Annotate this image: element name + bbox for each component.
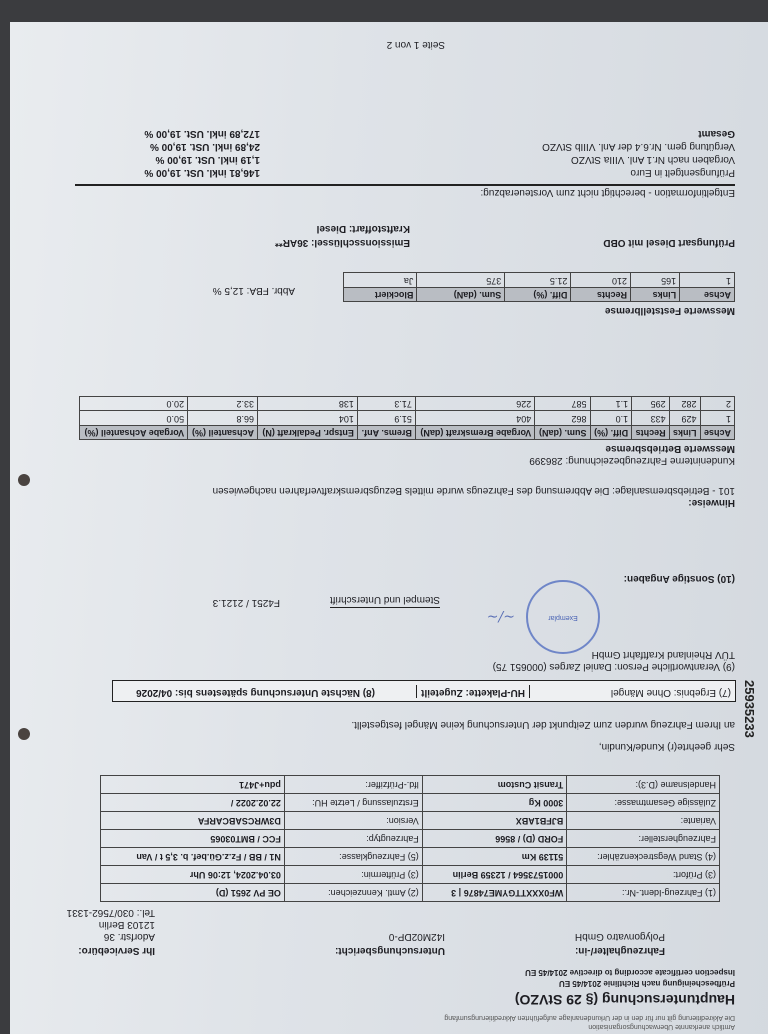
- table-cell: 282: [669, 397, 700, 411]
- form-code: F4251 / 2121.3: [212, 597, 280, 608]
- field-label: Variante:: [567, 812, 720, 830]
- field-value: OE PV 2651 (D): [101, 884, 285, 902]
- billing-info: Entgeltinformation - berechtigt nicht zum Vorsteuerabzug:: [480, 187, 735, 198]
- customer-designation: Kundeninterne Fahrzeugbezeichnung: 286399: [529, 455, 735, 466]
- table-row: [344, 273, 735, 287]
- table-cell: 20.0: [80, 397, 188, 411]
- field-value: pdu+J471: [101, 776, 285, 794]
- inverted-page: [10, 22, 768, 1034]
- service-label: Ihr Servicebüro:: [78, 945, 155, 956]
- table-row: [101, 812, 720, 830]
- field-label: (5) Fahrzeugklasse:: [284, 848, 422, 866]
- field-label: (3) Prüftermin:: [284, 866, 422, 884]
- column-header: Vorgabe Bremskraft (daN): [415, 425, 534, 439]
- field-label: lfd.-Prüfziffer:: [284, 776, 422, 794]
- table-row: [101, 794, 720, 812]
- field-label: (1) Fahrzeug-Ident.-Nr.:: [567, 884, 720, 902]
- table-cell: 295: [632, 397, 670, 411]
- holder-label: Fahrzeughalter/-in:: [574, 945, 665, 956]
- table-cell: 2: [700, 397, 734, 411]
- service-line-2: 12103 Berlin: [98, 919, 155, 930]
- column-header: Achsanteil (%): [188, 425, 258, 439]
- column-header: Sum. (daN): [417, 287, 505, 301]
- billing-label: Prüfungsentgelt in Euro: [630, 167, 735, 178]
- field-value: FORD (D) / 8566: [422, 830, 567, 848]
- table-cell: 71.3: [357, 397, 415, 411]
- table-cell: 1: [700, 411, 734, 425]
- result-bar: [112, 680, 736, 702]
- field-value: FCC / BMT03065: [101, 830, 285, 848]
- field-label: (2) Amtl. Kennzeichen:: [284, 884, 422, 902]
- header-sub-2: Inspection certificate according to directive 2014/45 EU: [525, 968, 735, 977]
- column-header: Diff. (%): [505, 287, 571, 301]
- exemplar-text: Exemplar: [548, 614, 578, 622]
- hinweise-label: Hinweise:: [688, 497, 735, 508]
- page-title: Hauptuntersuchung (§ 29 StVZO): [514, 992, 735, 1008]
- greeting: Sehr geehrte(r) Kunde/Kundin,: [598, 741, 735, 752]
- fuel-type: Kraftstoffart: Diesel: [316, 223, 410, 234]
- table-cell: 51.9: [357, 411, 415, 425]
- column-header: Brems. Anf.: [357, 425, 415, 439]
- other-info-label: (10) Sonstige Angaben:: [623, 573, 735, 584]
- official-stamp: [526, 580, 600, 654]
- column-header: Links: [631, 287, 680, 301]
- field-label: (3) Prüfort:: [567, 866, 720, 884]
- responsible-person: (9) Verantwortliche Person: Daniel Zarges (000651 75): [492, 661, 735, 672]
- column-header: Links: [669, 425, 700, 439]
- report-value: I42M02DP-0: [388, 931, 445, 942]
- field-value: D3WRCSABCARFA: [101, 812, 285, 830]
- billing-amount: 1,19 inkl. USt. 19,00 %: [155, 154, 260, 165]
- table-cell: 1.0: [590, 411, 632, 425]
- field-label: Zulässige Gesamtmasse:: [567, 794, 720, 812]
- table-row: [80, 397, 735, 411]
- holder-value: Polygonvatro GmbH: [574, 931, 665, 942]
- table-row: [101, 866, 720, 884]
- punch-hole-2: [18, 474, 30, 486]
- column-header: Blockiert: [344, 287, 417, 301]
- field-value: 51139 Km: [422, 848, 567, 866]
- table-cell: 66.8: [188, 411, 258, 425]
- document-paper: [10, 22, 768, 1034]
- letter-body: an Ihrem Fahrzeug wurden zum Zeitpunkt der Untersuchung keine Mängel festgestellt.: [351, 719, 735, 730]
- table-cell: 165: [631, 273, 680, 287]
- service-brake-title: Messwerte Betriebsbremse: [605, 443, 735, 454]
- table-cell: 862: [535, 411, 590, 425]
- billing-label: Vergütung gem. Nr.6.4 der Anl. VIIIb StVZO: [542, 141, 735, 152]
- table-row: [101, 776, 720, 794]
- page-number: Seite 1 von 2: [386, 39, 445, 50]
- billing-amount: 172,89 inkl. USt. 19,00 %: [144, 128, 260, 139]
- field-label: Fahrzeugtyp:: [284, 830, 422, 848]
- column-header: Rechts: [632, 425, 670, 439]
- punch-hole-1: [18, 728, 30, 740]
- table-row: [101, 848, 720, 866]
- table-cell: 50.0: [80, 411, 188, 425]
- table-cell: 33.2: [188, 397, 258, 411]
- field-label: Erstzulassung / Letzte HU:: [284, 794, 422, 812]
- field-label: Version:: [284, 812, 422, 830]
- result-text: (7) Ergebnis: Ohne Mängel: [610, 687, 731, 698]
- field-value: Transit Custom: [422, 776, 567, 794]
- side-document-number: 25935233: [742, 680, 757, 738]
- column-header: Achse: [680, 287, 735, 301]
- table-cell: 433: [632, 411, 670, 425]
- billing-amount: 24,89 inkl. USt. 19,00 %: [149, 141, 260, 152]
- table-row: [101, 884, 720, 902]
- emission-key: Emissionsschlüssel: 36AR**: [274, 237, 410, 248]
- test-type: Prüfungsart Diesel mit OBD: [603, 237, 735, 248]
- table-row: [80, 411, 735, 425]
- signature-mark: ~/~: [486, 608, 515, 624]
- table-cell: 21.5: [505, 273, 571, 287]
- field-value: 22.02.2022 /: [101, 794, 285, 812]
- column-header: Diff. (%): [590, 425, 632, 439]
- parking-brake-table: [343, 273, 735, 303]
- table-cell: 226: [415, 397, 534, 411]
- header-sub-1: Prüfbescheinigung nach Richtlinie 2014/45 EU: [558, 979, 735, 988]
- vehicle-table: [100, 775, 720, 902]
- field-value: BJFB1ABX: [422, 812, 567, 830]
- field-value: 0001573564 / 12359 Berlin: [422, 866, 567, 884]
- column-header: Sum. (daN): [535, 425, 590, 439]
- column-header: Achse: [700, 425, 734, 439]
- table-cell: 1.1: [590, 397, 632, 411]
- signature-label: Stempel und Unterschrift: [330, 593, 440, 609]
- column-header: Entspr. Pedalkraft (N): [258, 425, 358, 439]
- column-header: Rechts: [571, 287, 631, 301]
- field-value: N1 / BB / Fz.z.Gü.bef. b. 3,5 t / Van: [101, 848, 285, 866]
- billing-rule: [75, 184, 735, 186]
- header-small-1: Amtlich anerkannte Überwachungsorganisation: [588, 1023, 735, 1030]
- billing-label: Vorgaben nach Nr.1 Anl. VIIIa StVZO: [571, 154, 735, 165]
- service-brake-table: [79, 396, 735, 440]
- table-cell: 104: [258, 411, 358, 425]
- hinweise-text: 101 - Betriebsbremsanlage: Die Abbremsung des Fahrzeugs wurde mittels Bezugsbremskraftverfahren nachgewiesen: [212, 485, 735, 496]
- next-inspection: (8) Nächste Untersuchung spätestens bis: 04/2026: [136, 687, 375, 698]
- billing-label: Gesamt: [698, 128, 735, 139]
- column-header: Vorgabe Achsanteil (%): [80, 425, 188, 439]
- table-cell: 138: [258, 397, 358, 411]
- table-cell: 1: [680, 273, 735, 287]
- plakette-text: HU-Plakette: Zugeteilt: [416, 686, 530, 699]
- field-label: Handelsname (D.3):: [567, 776, 720, 794]
- field-value: 3000 Kg: [422, 794, 567, 812]
- responsible-company: TÜV Rheinland Kraftfahrt GmbH: [591, 649, 735, 660]
- field-label: Fahrzeughersteller:: [567, 830, 720, 848]
- table-row: [101, 830, 720, 848]
- header-small-2: Die Akkreditierung gilt nur für den in der Urkundenanlage aufgeführten Akkreditierungsumfang: [444, 1014, 735, 1021]
- parking-brake-title: Messwerte Feststellbremse: [604, 305, 735, 316]
- service-line-3: Tel.: 030/7562-1331: [66, 907, 155, 918]
- billing-amount: 146,81 inkl. USt. 19,00 %: [144, 167, 260, 178]
- table-cell: 210: [571, 273, 631, 287]
- parking-brake-abbr: Abbr. FBA: 12,5 %: [212, 285, 295, 296]
- field-label: (4) Stand Wegstreckenzähler:: [567, 848, 720, 866]
- report-label: Untersuchungsbericht:: [334, 945, 445, 956]
- table-cell: 587: [535, 397, 590, 411]
- table-cell: 429: [669, 411, 700, 425]
- table-cell: Ja: [344, 273, 417, 287]
- table-cell: 404: [415, 411, 534, 425]
- field-value: 03.04.2024, 12:06 Uhr: [101, 866, 285, 884]
- table-cell: 375: [417, 273, 505, 287]
- field-value: WF0XXXTTGYME74876 | 3: [422, 884, 567, 902]
- service-line-1: Adorfstr. 36: [103, 931, 155, 942]
